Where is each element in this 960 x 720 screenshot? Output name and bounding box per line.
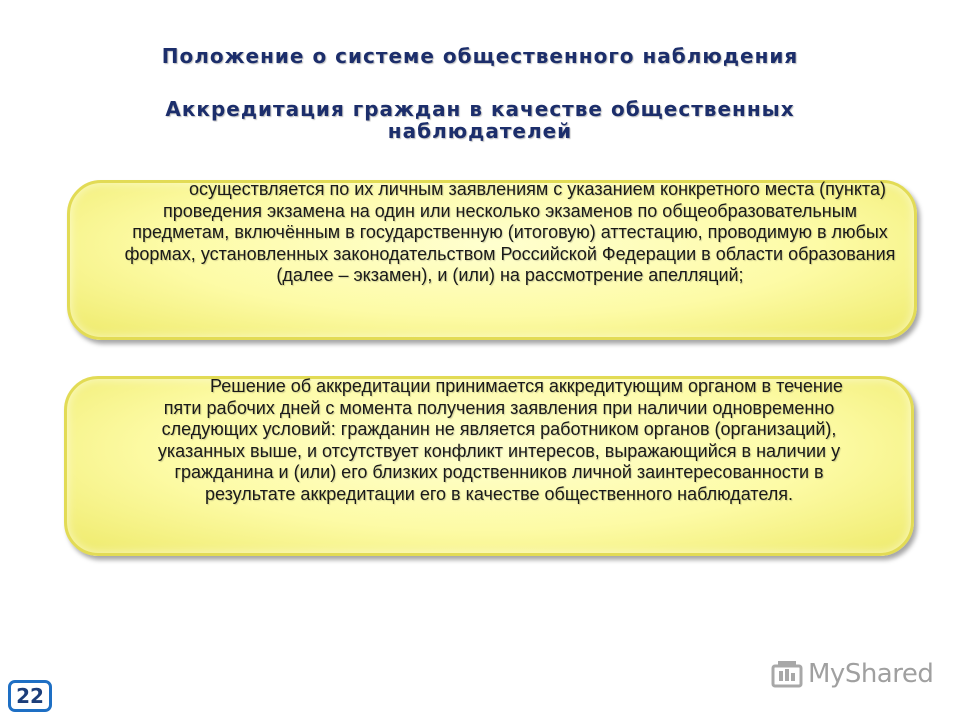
- page-number: 22: [8, 680, 52, 712]
- slide-subtitle: Аккредитация граждан в качестве общественных наблюдателей: [165, 97, 795, 143]
- myshared-logo-icon: [770, 657, 804, 691]
- slide-title: Положение о системе общественного наблюдения: [161, 44, 799, 68]
- text-box-accreditation-decision: [64, 376, 914, 556]
- text-box-accreditation-decision-text: Решение об аккредитации принимается аккредитующим органом в течение пяти рабочих дней с момента получения заявления при наличии одновременно следующих условий: гражданин не является работником органов (организаций), указанных выше, и отсутствует конфликт интересов, выражающийся в наличии у гражданина и (или) его близких родственников личной заинтересованности в результате аккредитации его в качестве общественного наблюдателя.: [157, 376, 843, 504]
- text-box-accreditation-basis-text: осуществляется по их личным заявлениям с указанием конкретного места (пункта) проведения экзамена на один или несколько экзаменов по общеобразовательным предметам, включённым в государственную (итоговую) аттестацию, проводимую в любых формах, установленных законодательством Российской Федерации в области образования (далее – экзамен), и (или) на рассмотрение апелляций;: [124, 179, 896, 285]
- myshared-logo-text: MyShared: [808, 659, 934, 689]
- text-box-accreditation-basis: [67, 180, 917, 340]
- myshared-watermark: [770, 654, 933, 694]
